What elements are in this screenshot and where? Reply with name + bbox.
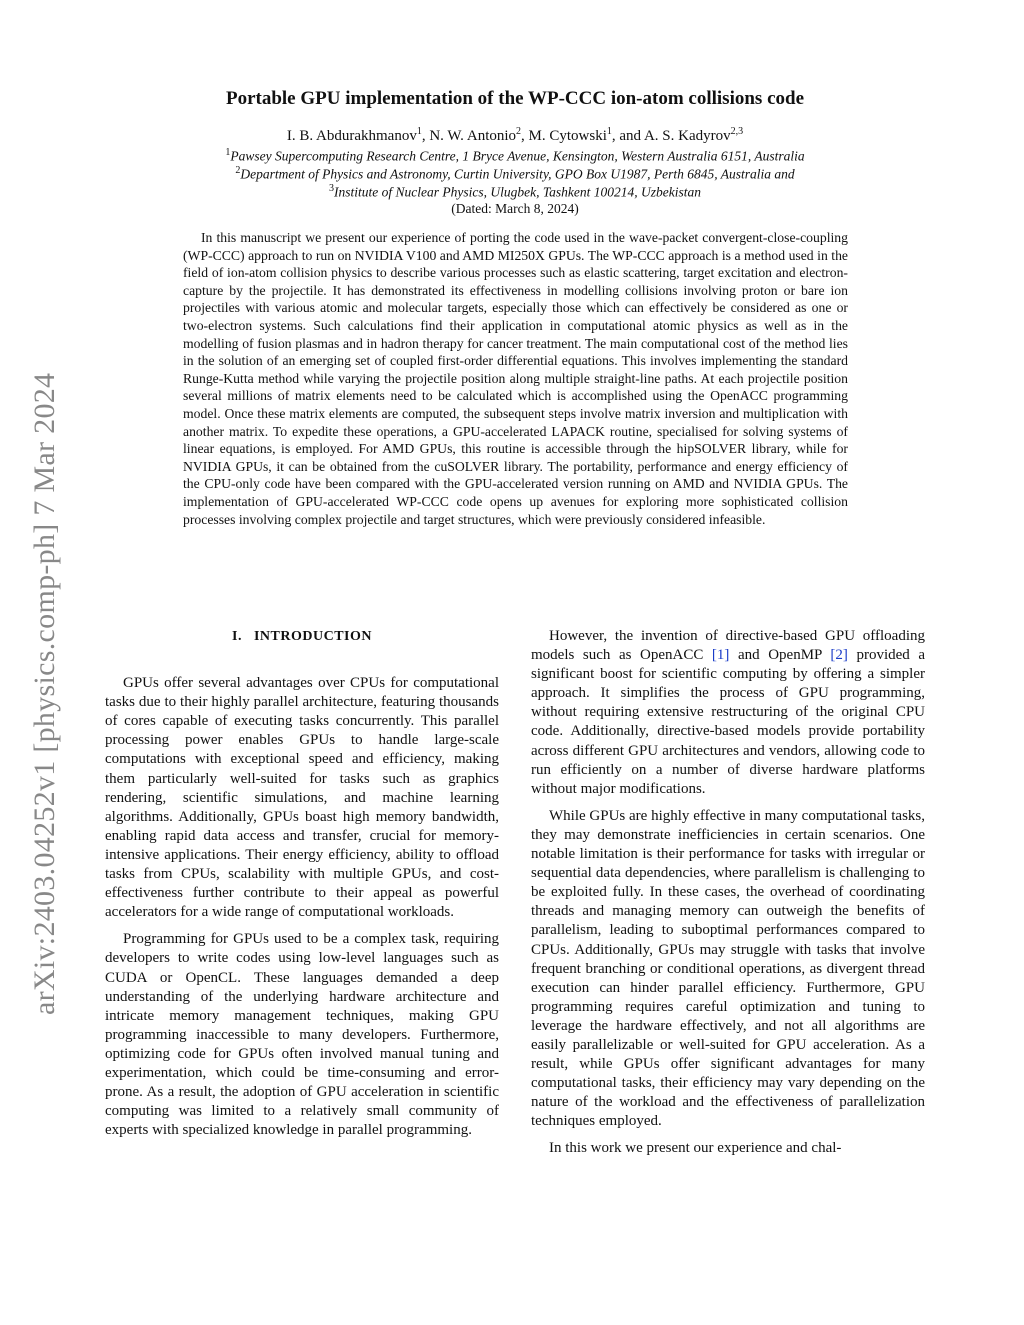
paragraph: In this work we present our experience and chal- [549, 1140, 842, 1157]
author-list: I. B. Abdurakhmanov$^1$, N. W. Antonio$^2$, M. Cytowski$^1$, and A. S. Kadyrov$^{2,3}$ [286, 126, 744, 144]
author-affiliation-mark: 2 [516, 126, 522, 137]
author-name: N. W. Antonio [429, 128, 517, 144]
affiliation-1 [100, 147, 930, 165]
paragraph: While GPUs are highly effective in many computational tasks, they may demonstrate inefficiencies in certain scenarios. One notable limitation is their performance for tasks with irregular or sequential data dependencies, where parallelism is challenging to be exploited fully. In these cases, the overhead of coordinating threads and managing memory can outweigh the benefits of parallelism, leading to suboptimal performances compared to CPUs. Additionally, GPUs may struggle with tasks that involve frequent branching or conditional operations, as divergent thread execution can hinder parallel efficiency. Furthermore, GPU programming requires careful optimization and tuning to leverage the hardware effectively, and not all algorithms are easily parallelizable or well-suited for GPU acceleration. As a result, while GPUs offer significant advantages for many computational tasks, their efficiency may vary depending on the nature of the workload and the effectiveness of parallelization techniques employed. [531, 807, 925, 1130]
paragraph-text: and OpenMP [729, 647, 831, 664]
left-column [105, 627, 499, 1148]
section-heading [105, 627, 499, 646]
affiliation-text: Institute of Nuclear Physics, Ulugbek, Tashkent 100214, Uzbekistan [334, 184, 701, 200]
arxiv-identifier-stamp [22, 295, 66, 1015]
affiliation-number: 3 [329, 183, 335, 194]
author-affiliation-mark: 1 [416, 126, 422, 137]
paper-title: Portable GPU implementation of the WP-CCC ion-atom collisions code [225, 88, 805, 109]
author-name: and A. S. Kadyrov [619, 128, 731, 144]
paragraph [531, 627, 925, 799]
author-name: I. B. Abdurakhmanov [286, 128, 417, 144]
affiliation-3 [100, 183, 930, 201]
author-name: M. Cytowski [528, 128, 607, 144]
section-number: I. [232, 629, 242, 644]
dated-line: (Dated: March 8, 2024) [451, 201, 579, 216]
affiliation-text: Department of Physics and Astronomy, Curtin University, GPO Box U1987, Perth 6845, Australia and [240, 166, 795, 182]
abstract: In this manuscript we present our experience of porting the code used in the wave-packet convergent-close-coupling (WP-CCC) approach to run on NVIDIA V100 and AMD MI250X GPUs. The WP-CCC approach is a method used in the field of ion-atom collision physics to describe various processes such as elastic scattering, target excitation and electron-capture by the projectile. It has demonstrated its effectiveness in modelling collisions involving proton or bare ion projectiles with various atomic and molecular targets, especially those which can effectively be considered as one or two-electron systems. Such calculations find their application in computational atomic physics as well as in the modelling of fusion plasmas and in hadron therapy for cancer treatment. The main computational cost of the method lies in the solution of an emerging set of coupled first-order differential equations. This involves implementing the standard Runge-Kutta method while varying the projectile position along multiple straight-line paths. At each projectile position several millions of matrix elements need to be calculated which is accomplished using the OpenACC programming model. Once these matrix elements are computed, the subsequent steps involve matrix inversion and multiplication with another matrix. To expedite these operations, a GPU-accelerated LAPACK routine, specialised for solving systems of linear equations, is employed. For AMD GPUs, this routine is accessible through the hipSOLVER library, while for NVIDIA GPUs, it can be obtained from the cuSOLVER library. The portability, performance and energy efficiency of the CPU-only code have been compared with the GPU-accelerated version running on AMD and NVIDIA GPUs. The implementation of GPU-accelerated WP-CCC code opens up avenues for exploring more sophisticated collision processes involving complex projectile and target structures, which were previously considered infeasible. [183, 230, 848, 527]
affiliation-text: Pawsey Supercomputing Research Centre, 1 Bryce Avenue, Kensington, Western Australia 6151, Australia [230, 148, 805, 164]
paragraph: GPUs offer several advantages over CPUs for computational tasks due to their highly parallel architecture, featuring thousands of cores capable of executing tasks concurrently. This parallel processing power enables GPUs to handle large-scale computations with exceptional speed and efficiency, making them particularly well-suited for tasks such as graphics rendering, scientific simulations, and machine learning algorithms. Additionally, GPUs boast high memory bandwidth, enabling rapid data access and transfer, crucial for memory-intensive applications. Their energy efficiency, ability to offload tasks from CPUs, scalability with multiple GPUs, and cost-effectiveness further contribute to their appeal as powerful accelerators for a wide range of computational workloads. [105, 675, 499, 921]
section-title: INTRODUCTION [253, 629, 372, 644]
citation-link[interactable]: [2] [830, 647, 848, 664]
affiliation-number: 2 [235, 165, 241, 176]
paragraph: Programming for GPUs used to be a complex task, requiring developers to write codes using low-level languages such as CUDA or OpenCL. These languages demanded a deep understanding of the underlying hardware architecture and intricate memory management techniques, making GPU programming inaccessible to many developers. Furthermore, optimizing code for GPUs often involved manual tuning and experimentation, which could be time-consuming and error-prone. As a result, the adoption of GPU acceleration in scientific computing was limited to a relatively small community of experts with specialized knowledge in parallel programming. [105, 931, 499, 1139]
citation-link[interactable]: [1] [711, 647, 730, 664]
author-affiliation-mark: 1 [606, 126, 612, 137]
affiliation-number: 1 [225, 147, 231, 158]
right-column [531, 627, 925, 1167]
affiliation-2 [100, 165, 930, 183]
arxiv-identifier-text: arXiv:2403.04252v1 [physics.comp-ph] 7 Mar 2024 [28, 372, 61, 1015]
paragraph-text: provided a significant boost for scientific computing by offering a simpler approach. It simplifies the process of GPU programming, without requiring extensive restructuring of the original CPU code. Additionally, directive-based models provide portability across different GPU architectures and vendors, allowing code to run efficiently on a number of diverse hardware platforms without major modifications. [531, 647, 925, 797]
paragraph-text: However, the invention of directive-based GPU offloading models such as OpenACC [531, 628, 925, 664]
author-affiliation-mark: 2,3 [730, 126, 744, 137]
